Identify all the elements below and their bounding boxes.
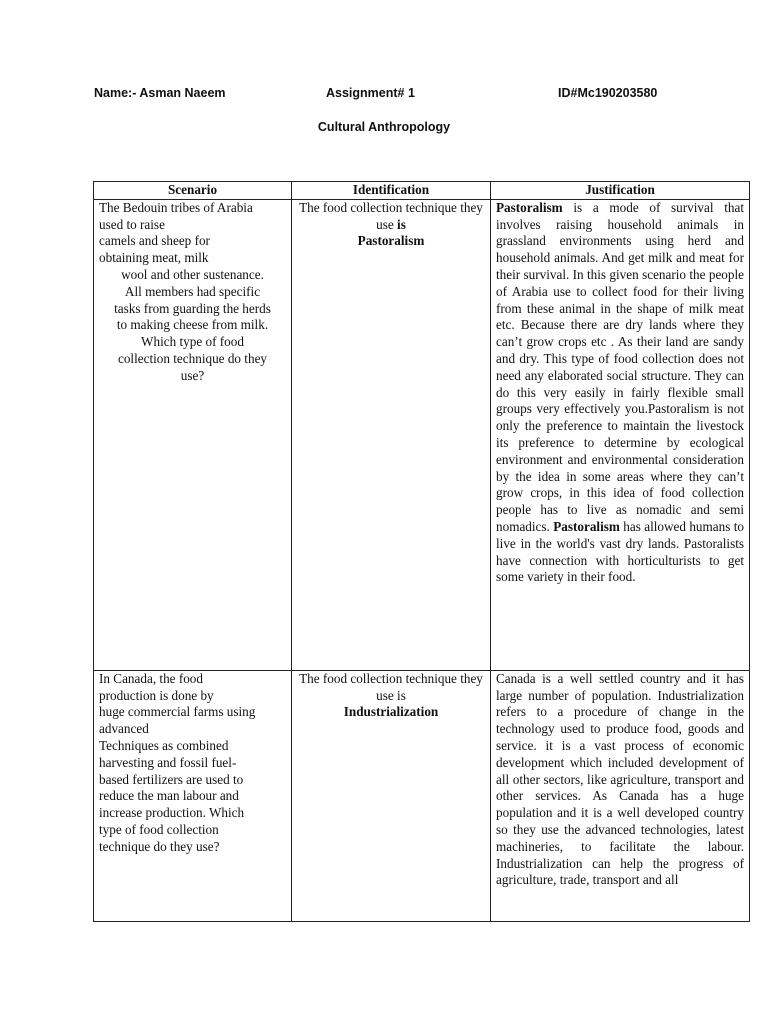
scenario-line: based fertilizers are used to bbox=[99, 771, 244, 787]
course-title: Cultural Anthropology bbox=[317, 120, 451, 134]
column-header-identification: Identification bbox=[292, 182, 491, 200]
scenario-line: tasks from guarding the herds bbox=[114, 300, 271, 316]
scenario-line: to making cheese from milk. bbox=[116, 317, 269, 333]
scenario-cell bbox=[94, 199, 292, 670]
scenario-line: The Bedouin tribes of Arabia bbox=[99, 199, 253, 215]
justification-cell bbox=[491, 670, 750, 921]
scenario-line: In Canada, the food bbox=[99, 670, 203, 686]
scenario-line: increase production. Which bbox=[99, 805, 245, 821]
column-header-justification: Justification bbox=[491, 182, 750, 200]
identification-cell bbox=[292, 199, 491, 670]
column-header-scenario: Scenario bbox=[94, 182, 292, 200]
table-row bbox=[94, 199, 750, 670]
scenario-line: Techniques as combined bbox=[99, 737, 229, 753]
scenario-line: production is done by bbox=[99, 687, 214, 703]
identification-is: is bbox=[397, 216, 406, 232]
student-name: Name:- Asman Naeem bbox=[94, 86, 226, 100]
scenario-line: Which type of food bbox=[141, 334, 244, 350]
identification-cell bbox=[292, 670, 491, 921]
justification-cell bbox=[491, 199, 750, 670]
scenario-line: camels and sheep for bbox=[99, 233, 210, 249]
justification-text: is a mode of survival that involves raising household animals in grassland environments using herd and household animals. And get milk and meat for their survival. In this given scenario the people of Arabia use to collect food for their living from these animal in the shape of milk meat etc. Because there are dry lands where they can’t grow crops etc . As their land are sandy and dry. This type of food collection does not need any elaborated social structure. They can do this very easily in fairly flexible small groups very effectively you.Pastoralism is not only the preference to maintain the livestock its preference to determine by ecological environment and environmental consideration by the idea in some areas where they can’t grow crops, in this idea of food collection people has to live as nomadic and semi nomadics. bbox=[496, 199, 744, 534]
scenario-line: harvesting and fossil fuel- bbox=[99, 754, 237, 770]
document-header bbox=[94, 86, 694, 106]
identification-answer: Industrialization bbox=[343, 704, 439, 720]
scenario-line: use? bbox=[180, 367, 205, 383]
assignment-number: Assignment# 1 bbox=[326, 86, 415, 100]
scenario-line: wool and other sustenance. bbox=[121, 266, 264, 282]
student-id: ID#Mc190203580 bbox=[558, 86, 658, 100]
scenario-line: huge commercial farms using bbox=[99, 704, 256, 720]
scenario-line: used to raise bbox=[99, 216, 165, 232]
scenario-line: collection technique do they bbox=[117, 350, 268, 366]
scenario-line: technique do they use? bbox=[99, 838, 220, 854]
scenario-line: type of food collection bbox=[99, 821, 219, 837]
table-header-row bbox=[94, 182, 750, 200]
scenario-line: All members had specific bbox=[124, 283, 261, 299]
justification-text: Canada is a well settled country and it has large number of population. Industrialization refers to a procedure of change in the technology used to produce food, goods and service. it is a vast process of economic development which included development of all other sectors, like agriculture, transport and other services. As Canada has a huge population and it is a well developed country so they use the advanced technologies, latest machineries, to facilitate the labour. Industrialization can help the progress of agriculture, trade, transport and all bbox=[496, 670, 744, 888]
identification-answer: Pastoralism bbox=[357, 233, 425, 249]
justification-keyword: Pastoralism bbox=[553, 518, 620, 534]
scenario-cell bbox=[94, 670, 292, 921]
identification-text: The food collection technique they use is bbox=[299, 670, 483, 703]
assignment-table bbox=[93, 181, 750, 922]
scenario-line: reduce the man labour and bbox=[99, 788, 239, 804]
justification-text: has allowed humans to live in the world's vast dry lands. Pastoralists have connection with horticulturists to get some variety in their food. bbox=[496, 518, 744, 585]
scenario-line: advanced bbox=[99, 721, 149, 737]
justification-keyword: Pastoralism bbox=[496, 199, 563, 215]
scenario-line: obtaining meat, milk bbox=[99, 250, 209, 266]
table-row bbox=[94, 670, 750, 921]
identification-text: The food collection technique they use bbox=[299, 199, 483, 232]
